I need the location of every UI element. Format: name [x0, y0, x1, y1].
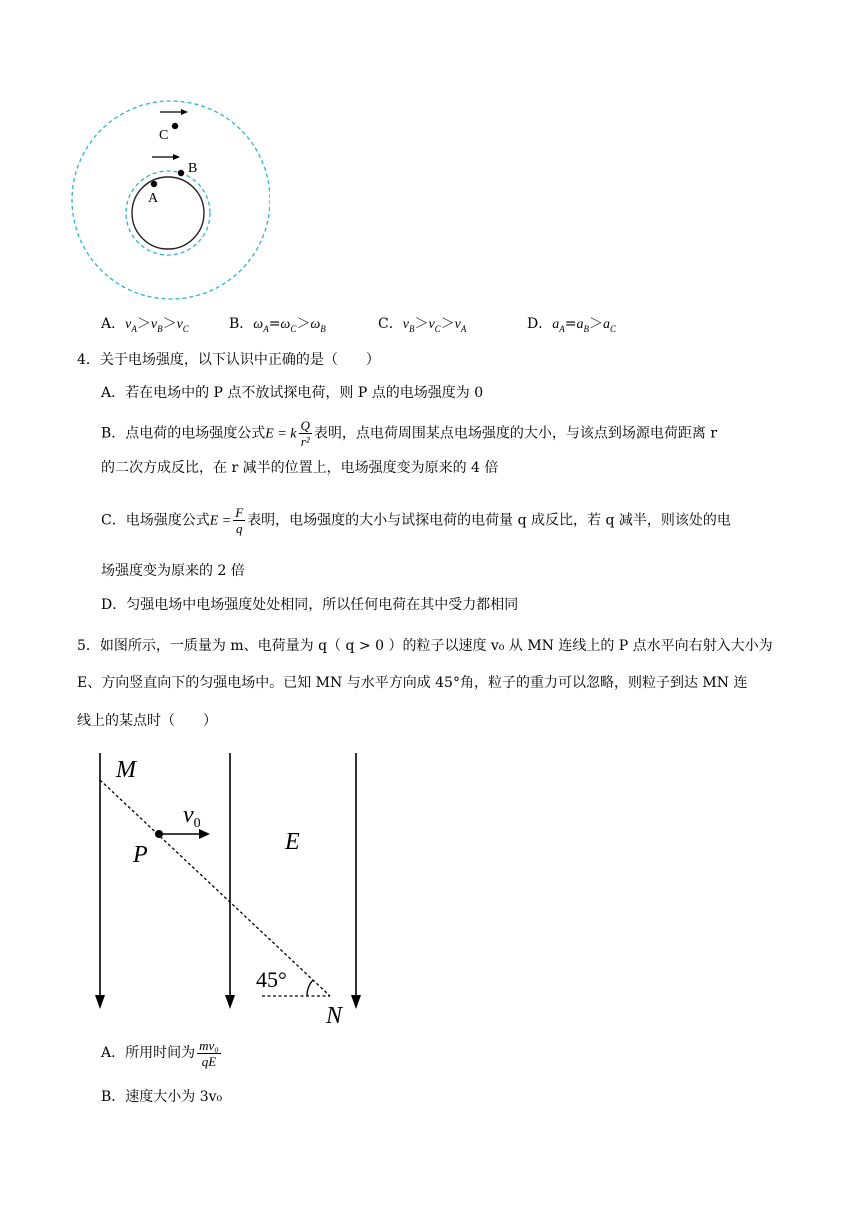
q4-optb-pre: B．点电荷的电场强度公式 [101, 425, 266, 442]
q3-relation: = [268, 316, 281, 332]
label-a: A [148, 191, 159, 206]
planet [132, 177, 204, 249]
q3-option-b[interactable] [229, 314, 326, 339]
q5-option-a[interactable] [101, 1036, 223, 1070]
label-b: B [188, 161, 198, 176]
arrow-b-head [173, 154, 180, 160]
q4-option-c-line2: 场强度变为原来的 2 倍 [101, 563, 245, 579]
q3-option-letter: C． [378, 316, 403, 332]
field-line-1-head [95, 995, 105, 1009]
label-p: P [133, 842, 148, 868]
angle-arc [307, 980, 313, 996]
label-v0-main: v [183, 802, 194, 828]
point-a [151, 181, 157, 187]
q3-symbol: a [576, 317, 584, 332]
point-c [172, 123, 178, 129]
q3-subscript: A [559, 323, 565, 334]
q3-relation: ＞ [162, 316, 177, 332]
q3-subscript: B [408, 323, 415, 334]
q3-subscript: B [583, 323, 589, 334]
q3-relation: ＞ [440, 316, 455, 332]
orbit-figure [70, 100, 270, 305]
q4-optc-pre: C．电场强度公式 [101, 512, 210, 529]
label-m: M [116, 757, 136, 783]
mn-line [100, 780, 330, 996]
q4-option-b-line2: 的二次方成反比，在 r 减半的位置上，电场强度变为原来的 4 倍 [101, 460, 499, 476]
q3-symbol: ω [253, 317, 264, 332]
q4-optb-fraction [299, 418, 312, 449]
q3-symbol: ω [310, 317, 321, 332]
q4-optc-num: F [235, 505, 244, 520]
q4-optb-den: r² [300, 434, 310, 449]
q3-subscript: C [182, 323, 189, 334]
q3-symbol: v [402, 317, 409, 332]
q3-relation: ＞ [588, 316, 603, 332]
field-figure [80, 745, 380, 1035]
q3-symbol: v [454, 317, 461, 332]
q3-relation: = [564, 316, 577, 332]
q3-subscript: B [320, 323, 326, 334]
q5-option-b[interactable]: B．速度大小为 3v₀ [101, 1089, 223, 1105]
q5-stem-line2: E、方向竖直向下的匀强电场中。已知 MN 与水平方向成 45°角，粒子的重力可以忽略，则粒子到达 MN 连 [77, 675, 748, 691]
q3-option-d[interactable] [527, 314, 616, 339]
q3-option-letter: B． [229, 316, 254, 332]
q3-symbol: ω [280, 317, 291, 332]
q4-optc-fraction [233, 505, 245, 536]
q4-optb-num: Q [300, 418, 310, 433]
q3-subscript: C [609, 323, 616, 334]
q4-optc-post: 表明，电场强度的大小与试探电荷的电荷量 q 成反比，若 q 减半，则该处的电 [247, 512, 731, 529]
q3-relation: ＞ [296, 316, 311, 332]
q5-opta-pre: A．所用时间为 [101, 1045, 196, 1061]
field-line-2-head [225, 995, 235, 1009]
q4-optc-formula: E = [209, 513, 232, 529]
q3-symbol: v [150, 317, 158, 332]
field-line-3-head [351, 995, 361, 1009]
q3-relation: ＞ [414, 316, 429, 332]
q5-opta-fraction [197, 1038, 221, 1069]
inner-orbit [126, 171, 210, 255]
label-e: E [285, 829, 300, 855]
q4-optb-formula: E = k [265, 426, 297, 442]
q4-option-c[interactable] [101, 505, 731, 536]
label-c: C [159, 128, 169, 143]
q3-option-c[interactable] [378, 314, 466, 339]
q3-symbol: v [125, 317, 132, 332]
point-b [178, 170, 184, 176]
q5-stem-line3: 线上的某点时（ ） [77, 713, 217, 729]
label-v0-sub: 0 [193, 816, 201, 831]
label-v0 [183, 802, 201, 831]
arrow-c-head [181, 109, 188, 115]
q4-option-d[interactable]: D．匀强电场中电场强度处处相同，所以任何电荷在其中受力都相同 [101, 597, 519, 613]
q3-option-letter: A． [101, 316, 126, 332]
q4-option-a[interactable]: A．若在电场中的 P 点不放试探电荷，则 P 点的电场强度为 0 [101, 385, 484, 401]
q5-stem-line1: 5．如图所示，一质量为 m、电荷量为 q（ q > 0 ）的粒子以速度 v₀ 从 MN 连线上的 P 点水平向右射入大小为 [77, 638, 773, 654]
label-n: N [326, 1003, 343, 1029]
q4-stem: 4．关于电场强度，以下认识中正确的是（ ） [77, 352, 380, 368]
q3-symbol: a [552, 317, 560, 332]
q3-symbol: a [602, 317, 610, 332]
q3-relation: ＞ [136, 316, 151, 332]
q3-subscript: A [460, 323, 467, 334]
q3-subscript: C [434, 323, 441, 334]
q5-opta-num: mv₀ [199, 1037, 219, 1053]
q3-subscript: A [263, 323, 269, 334]
label-angle: 45° [256, 967, 287, 992]
q3-symbol: v [428, 317, 435, 332]
q4-option-b[interactable] [101, 418, 717, 449]
q5-opta-den: qE [201, 1053, 217, 1069]
q3-subscript: B [157, 323, 163, 334]
q3-subscript: C [290, 323, 297, 334]
q3-subscript: A [131, 323, 137, 334]
q3-option-letter: D． [527, 316, 553, 332]
q4-optb-post: 表明，点电荷周围某点电场强度的大小，与该点到场源电荷距离 r [313, 425, 718, 442]
q3-symbol: v [176, 317, 183, 332]
outer-orbit [72, 101, 270, 299]
q3-option-a[interactable] [101, 314, 189, 339]
q4-optc-den: q [235, 521, 243, 536]
